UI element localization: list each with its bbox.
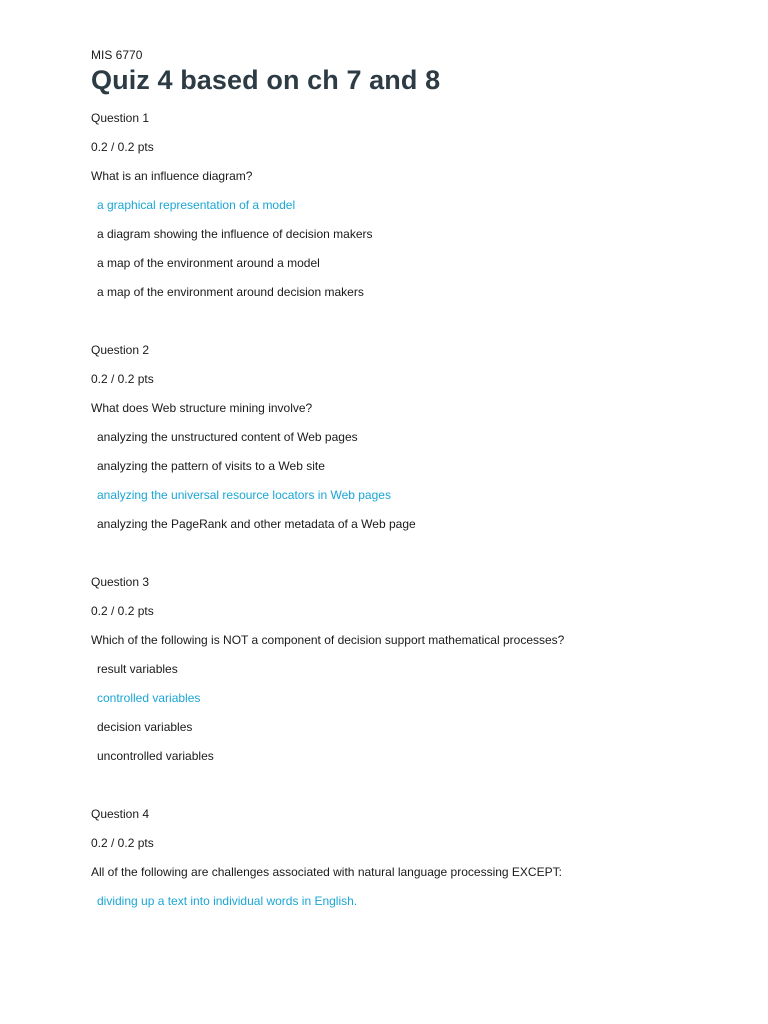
answer-option[interactable]: analyzing the pattern of visits to a Web site <box>97 459 325 473</box>
question-text: What does Web structure mining involve? <box>91 401 313 415</box>
question-block <box>91 342 751 532</box>
question-spacer <box>91 545 751 574</box>
answer-option[interactable]: analyzing the PageRank and other metadata of a Web page <box>97 517 416 531</box>
question-points: 0.2 / 0.2 pts <box>91 140 154 154</box>
answer-option-correct[interactable]: analyzing the universal resource locators in Web pages <box>97 488 391 502</box>
answer-option[interactable]: uncontrolled variables <box>97 749 214 763</box>
question-heading: Question 1 <box>91 111 150 125</box>
question-spacer <box>91 313 751 342</box>
quiz-page <box>91 46 751 922</box>
question-heading: Question 3 <box>91 575 150 589</box>
answer-option[interactable]: a diagram showing the influence of decision makers <box>97 227 373 241</box>
question-text: All of the following are challenges associated with natural language processing EXCEPT: <box>91 865 562 879</box>
answer-option-correct[interactable]: controlled variables <box>97 691 201 705</box>
question-heading: Question 2 <box>91 343 150 357</box>
answer-option[interactable]: analyzing the unstructured content of Web pages <box>97 430 358 444</box>
answer-option[interactable]: a map of the environment around a model <box>97 256 320 270</box>
question-block <box>91 574 751 764</box>
question-block <box>91 110 751 300</box>
question-spacer <box>91 777 751 806</box>
question-block <box>91 806 751 909</box>
question-points: 0.2 / 0.2 pts <box>91 604 154 618</box>
answer-option[interactable]: a map of the environment around decision makers <box>97 285 364 299</box>
answer-option[interactable]: result variables <box>97 662 178 676</box>
answer-option[interactable]: decision variables <box>97 720 193 734</box>
answer-option-correct[interactable]: a graphical representation of a model <box>97 198 296 212</box>
course-code: MIS 6770 <box>91 48 143 62</box>
question-points: 0.2 / 0.2 pts <box>91 372 154 386</box>
question-list <box>91 110 751 909</box>
answer-option-correct[interactable]: dividing up a text into individual words in English. <box>97 894 358 908</box>
question-heading: Question 4 <box>91 807 150 821</box>
page-title: Quiz 4 based on ch 7 and 8 <box>91 65 441 95</box>
question-text: What is an influence diagram? <box>91 169 253 183</box>
question-points: 0.2 / 0.2 pts <box>91 836 154 850</box>
question-text: Which of the following is NOT a component of decision support mathematical processes? <box>91 633 565 647</box>
